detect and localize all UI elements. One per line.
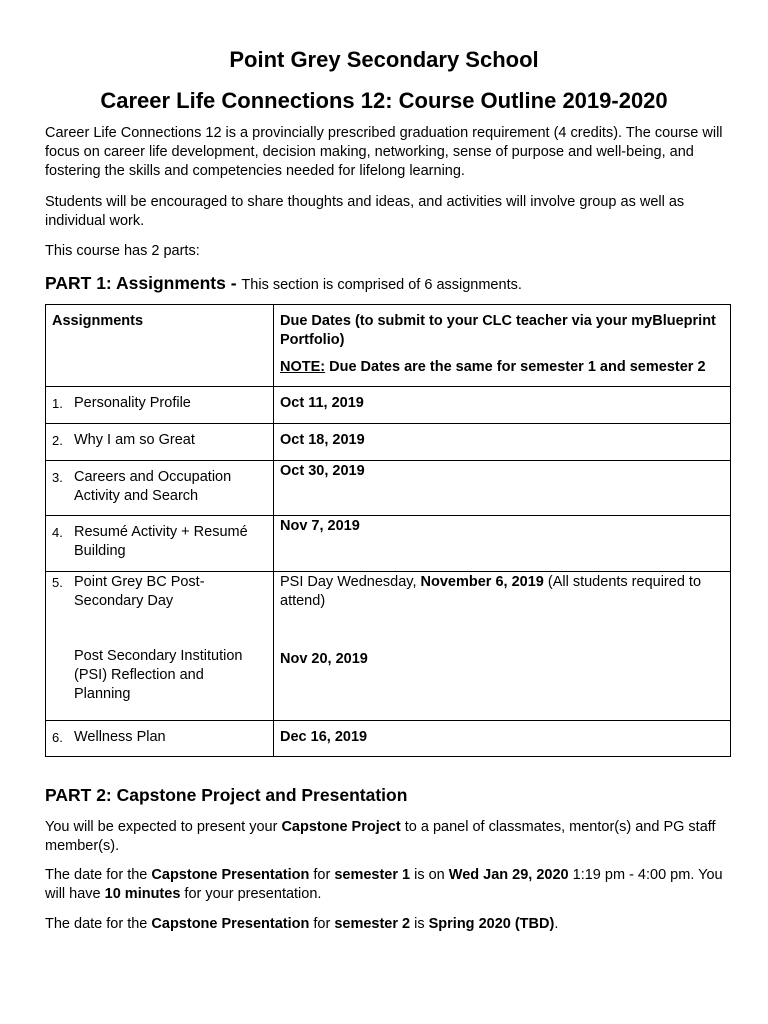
assignment-name: Resumé Activity + Resumé Building <box>74 524 248 559</box>
assignment-cell <box>46 387 274 424</box>
part2-paragraph-2: The date for the Capstone Presentation for semester 1 is on Wed Jan 29, 2020 1:19 pm - 4:00 pm. You will have 10 minutes for your presentation. <box>45 867 723 902</box>
assignment-part-b <box>52 647 267 704</box>
table-row <box>46 424 731 461</box>
psi-day-text: PSI Day Wednesday, November 6, 2019 (All students required to attend) <box>280 574 702 609</box>
assignment-cell <box>46 516 274 572</box>
due-date-cell: Oct 11, 2019 <box>274 387 731 424</box>
part1-subheading: This section is comprised of 6 assignments. <box>241 277 522 293</box>
due-dates-note <box>280 358 724 377</box>
assignment-number: 2. <box>52 433 63 448</box>
due-date-cell: Oct 30, 2019 <box>274 461 731 516</box>
assignment-name: Wellness Plan <box>74 729 166 745</box>
assignment-name: Point Grey BC Post-Secondary Day <box>74 574 205 609</box>
intro-paragraph-2: Students will be encouraged to share thoughts and ideas, and activities will involve group as well as individual work. <box>45 194 685 229</box>
due-date-2: Nov 20, 2019 <box>280 651 368 667</box>
table-row <box>46 387 731 424</box>
assignment-number: 5. <box>52 575 63 590</box>
due-date-cell <box>274 572 731 721</box>
note-text: Due Dates are the same for semester 1 and semester 2 <box>325 359 706 375</box>
intro-paragraph-3: This course has 2 parts: <box>45 243 200 259</box>
due-date-cell: Oct 18, 2019 <box>274 424 731 461</box>
due-dates-header-text: Due Dates (to submit to your CLC teacher via your myBlueprint Portfolio) <box>280 313 716 348</box>
part1-heading-text: PART 1: Assignments - <box>45 273 242 293</box>
due-date-cell: Nov 7, 2019 <box>274 516 731 572</box>
due-date-cell: Dec 16, 2019 <box>274 721 731 757</box>
page-title: Career Life Connections 12: Course Outline 2019-2020 <box>100 88 668 113</box>
assignments-table <box>45 304 731 757</box>
assignment-name: Careers and Occupation Activity and Search <box>74 469 232 504</box>
table-row <box>46 572 731 721</box>
assignment-part-a <box>52 573 267 611</box>
assignment-name: Why I am so Great <box>74 432 195 448</box>
table-header-row <box>46 305 731 387</box>
assignment-number: 1. <box>52 396 63 411</box>
table-header-assignments: Assignments <box>46 305 274 387</box>
note-label: NOTE: <box>280 359 326 375</box>
assignment-name: Personality Profile <box>74 395 191 411</box>
assignment-cell <box>46 572 274 721</box>
assignment-name-2: Post Secondary Institution (PSI) Reflection and Planning <box>74 648 243 702</box>
assignment-cell <box>46 424 274 461</box>
part2-paragraph-1: You will be expected to present your Capstone Project to a panel of classmates, mentor(s) and PG staff member(s). <box>45 819 716 854</box>
school-name: Point Grey Secondary School <box>229 47 539 72</box>
table-row <box>46 461 731 516</box>
part2-heading: PART 2: Capstone Project and Presentation <box>45 785 408 805</box>
table-row <box>46 721 731 757</box>
part2-paragraph-3: The date for the Capstone Presentation for semester 2 is Spring 2020 (TBD). <box>45 916 559 932</box>
assignment-number: 3. <box>52 470 63 485</box>
assignment-number: 4. <box>52 525 63 540</box>
assignment-number: 6. <box>52 730 63 745</box>
assignment-cell <box>46 461 274 516</box>
table-header-due-dates <box>274 305 731 387</box>
intro-paragraph-1: Career Life Connections 12 is a provincially prescribed graduation requirement (4 credits). The course will focus on career life development, decision making, networking, sense of purpose and well-being, and fostering the skills and competencies needed for lifelong learning. <box>45 125 723 179</box>
table-row <box>46 516 731 572</box>
part1-heading <box>45 272 731 296</box>
assignment-cell <box>46 721 274 757</box>
